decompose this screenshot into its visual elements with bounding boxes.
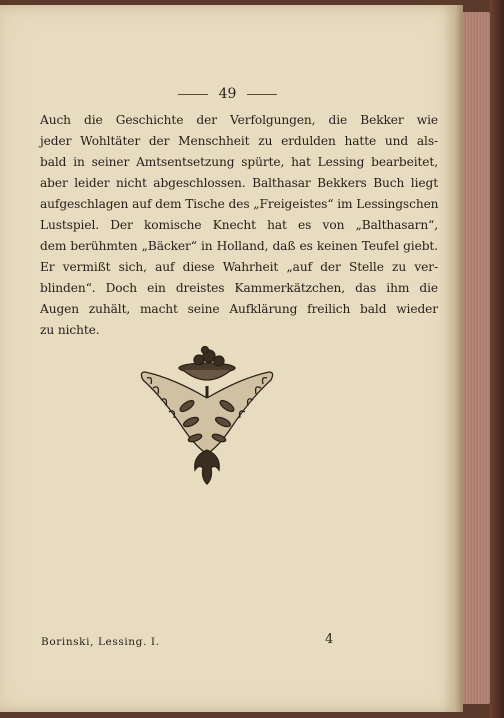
page-gutter-shadow <box>455 5 463 712</box>
header-ornament-left <box>178 94 208 95</box>
header-ornament-right <box>247 94 277 95</box>
text-line: Auch die Geschichte der Verfolgungen, die Bekker wie <box>40 113 438 127</box>
page-stack-edges <box>463 12 490 704</box>
text-line: aufgeschlagen auf dem Tische des „Freigeistes“ im Lessingschen <box>40 197 439 211</box>
text-line: dem berühmten „Bäcker“ in Holland, daß es keinen Teufel giebt. <box>40 239 438 253</box>
footer-signature: Borinski, Lessing. I. <box>41 636 160 648</box>
footer-sheet-number: 4 <box>325 632 334 647</box>
page-number: 49 <box>218 86 237 102</box>
text-line: jeder Wohltäter der Menschheit zu erdulden hatte und als- <box>40 134 438 148</box>
text-line: bald in seiner Amtsentsetzung spürte, hat Lessing bearbeitet, <box>40 155 438 169</box>
text-line: zu nichte. <box>40 323 100 337</box>
text-line: aber leider nicht abgeschlossen. Balthasar Bekkers Buch liegt <box>40 176 438 190</box>
page-header <box>0 86 455 102</box>
text-line: Lustspiel. Der komische Knecht hat es von „Balthasarn“, <box>40 218 438 232</box>
book-cover <box>490 0 504 718</box>
ornamental-vignette <box>133 338 281 488</box>
text-line: Er vermißt sich, auf diese Wahrheit „auf der Stelle zu ver- <box>40 260 438 274</box>
text-line: blinden“. Doch ein dreistes Kammerkätzchen, das ihm die <box>40 281 438 295</box>
body-text <box>40 110 438 341</box>
text-line: Augen zuhält, macht seine Aufklärung freilich bald wieder <box>40 302 438 316</box>
